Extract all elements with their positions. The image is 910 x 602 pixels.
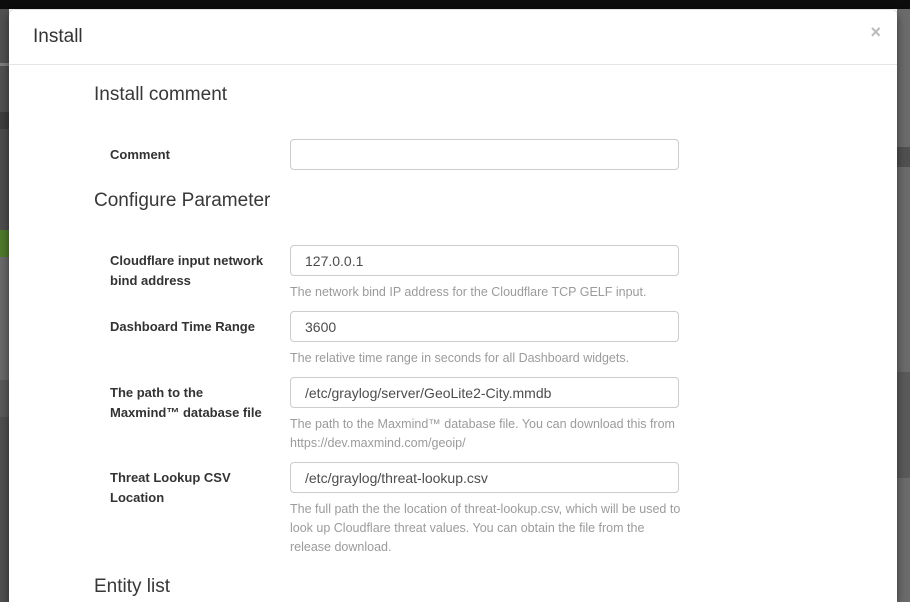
background-navbar (0, 0, 910, 9)
background-fragment (0, 417, 9, 602)
comment-label: Comment (110, 147, 170, 162)
threat-lookup-csv-label: Threat Lookup CSV Location (110, 470, 231, 505)
comment-field-col (290, 139, 682, 170)
threat-lookup-csv-help: The full path the the location of threat-lookup.csv, which will be used to look up Cloudflare threat values. You can obtain the file from the release download. (290, 502, 681, 554)
comment-input[interactable] (290, 139, 679, 170)
form-row-bind-address (110, 245, 857, 302)
close-icon[interactable]: × (870, 22, 881, 42)
form-row-maxmind-path (110, 377, 857, 453)
background-right-strip (897, 0, 910, 602)
form-row-threat-lookup-csv (110, 462, 857, 557)
bind-address-field-col (290, 245, 682, 302)
background-fragment (897, 147, 910, 167)
dashboard-time-range-help: The relative time range in seconds for all Dashboard widgets. (290, 351, 630, 365)
section-heading-configure-parameter: Configure Parameter (94, 190, 271, 211)
section-heading-install-comment: Install comment (94, 84, 228, 105)
form-row-comment (110, 139, 857, 170)
modal-title: Install (33, 26, 83, 47)
dashboard-time-range-input[interactable] (290, 311, 679, 342)
background-fragment (897, 167, 910, 372)
dashboard-time-range-field-col (290, 311, 682, 368)
background-fragment (0, 66, 9, 112)
maxmind-path-help: The path to the Maxmind™ database file. You can download this from https://dev.maxmind.com/geoip/ (290, 417, 675, 450)
bind-address-label: Cloudflare input network bind address (110, 253, 264, 288)
modal-header (9, 10, 897, 65)
background-fragment (897, 8, 910, 147)
modal-body (9, 65, 897, 602)
background-fragment (897, 478, 910, 602)
background-fragment (0, 129, 9, 230)
threat-lookup-csv-field-col (290, 462, 682, 557)
background-fragment (0, 257, 9, 380)
background-fragment (0, 380, 9, 417)
maxmind-path-field-col (290, 377, 682, 453)
background-left-strip (0, 0, 9, 602)
maxmind-path-label: The path to the Maxmind™ database file (110, 385, 262, 420)
threat-lookup-csv-input[interactable] (290, 462, 679, 493)
background-fragment (0, 9, 9, 63)
section-heading-entity-list: Entity list (94, 576, 171, 597)
bind-address-input[interactable] (290, 245, 679, 276)
dashboard-time-range-label: Dashboard Time Range (110, 319, 255, 334)
form-row-dashboard-time-range (110, 311, 857, 368)
background-green-button-fragment (0, 230, 9, 257)
maxmind-path-input[interactable] (290, 377, 679, 408)
background-fragment (897, 372, 910, 478)
bind-address-help: The network bind IP address for the Cloudflare TCP GELF input. (290, 285, 647, 299)
install-modal (9, 10, 897, 602)
background-fragment (0, 112, 9, 129)
